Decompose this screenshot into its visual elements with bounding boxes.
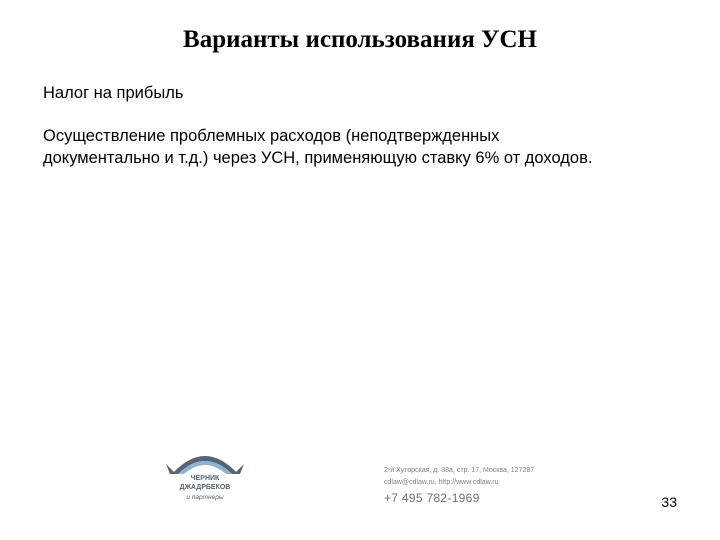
slide-title: Варианты использования УСН [183,26,537,53]
contact-block [384,465,534,506]
contact-phone: +7 495 782-1969 [384,491,480,505]
logo-text-line3: и партнеры [186,494,224,501]
logo-text-line1: ЧЕРНИК [190,475,220,482]
page-number: 33 [661,494,677,510]
paragraph-line-1: Осуществление проблемных расходов (неподтвержденных [43,127,500,145]
logo-text-line2: ДЖАДРБЕКОВ [179,484,231,491]
paragraph-line-2: документально и т.д.) через УСН, применяющую ставку 6% от доходов. [43,149,593,167]
logo-arc-icon [164,444,246,478]
contact-website: http://www.cdlaw.ru [438,479,499,486]
paragraph-usn-expenses [43,125,693,169]
contact-email: cdlaw@cdlaw.ru [384,479,435,486]
contact-address: 2-й Хуторская, д. 38а, стр. 17, Москва, 127287 [384,467,535,474]
contact-web: cdlaw@cdlaw.ru, http://www.cdlaw.ru [384,479,499,486]
company-logo [164,444,246,506]
paragraph-tax-profit: Налог на прибыль [43,84,184,102]
